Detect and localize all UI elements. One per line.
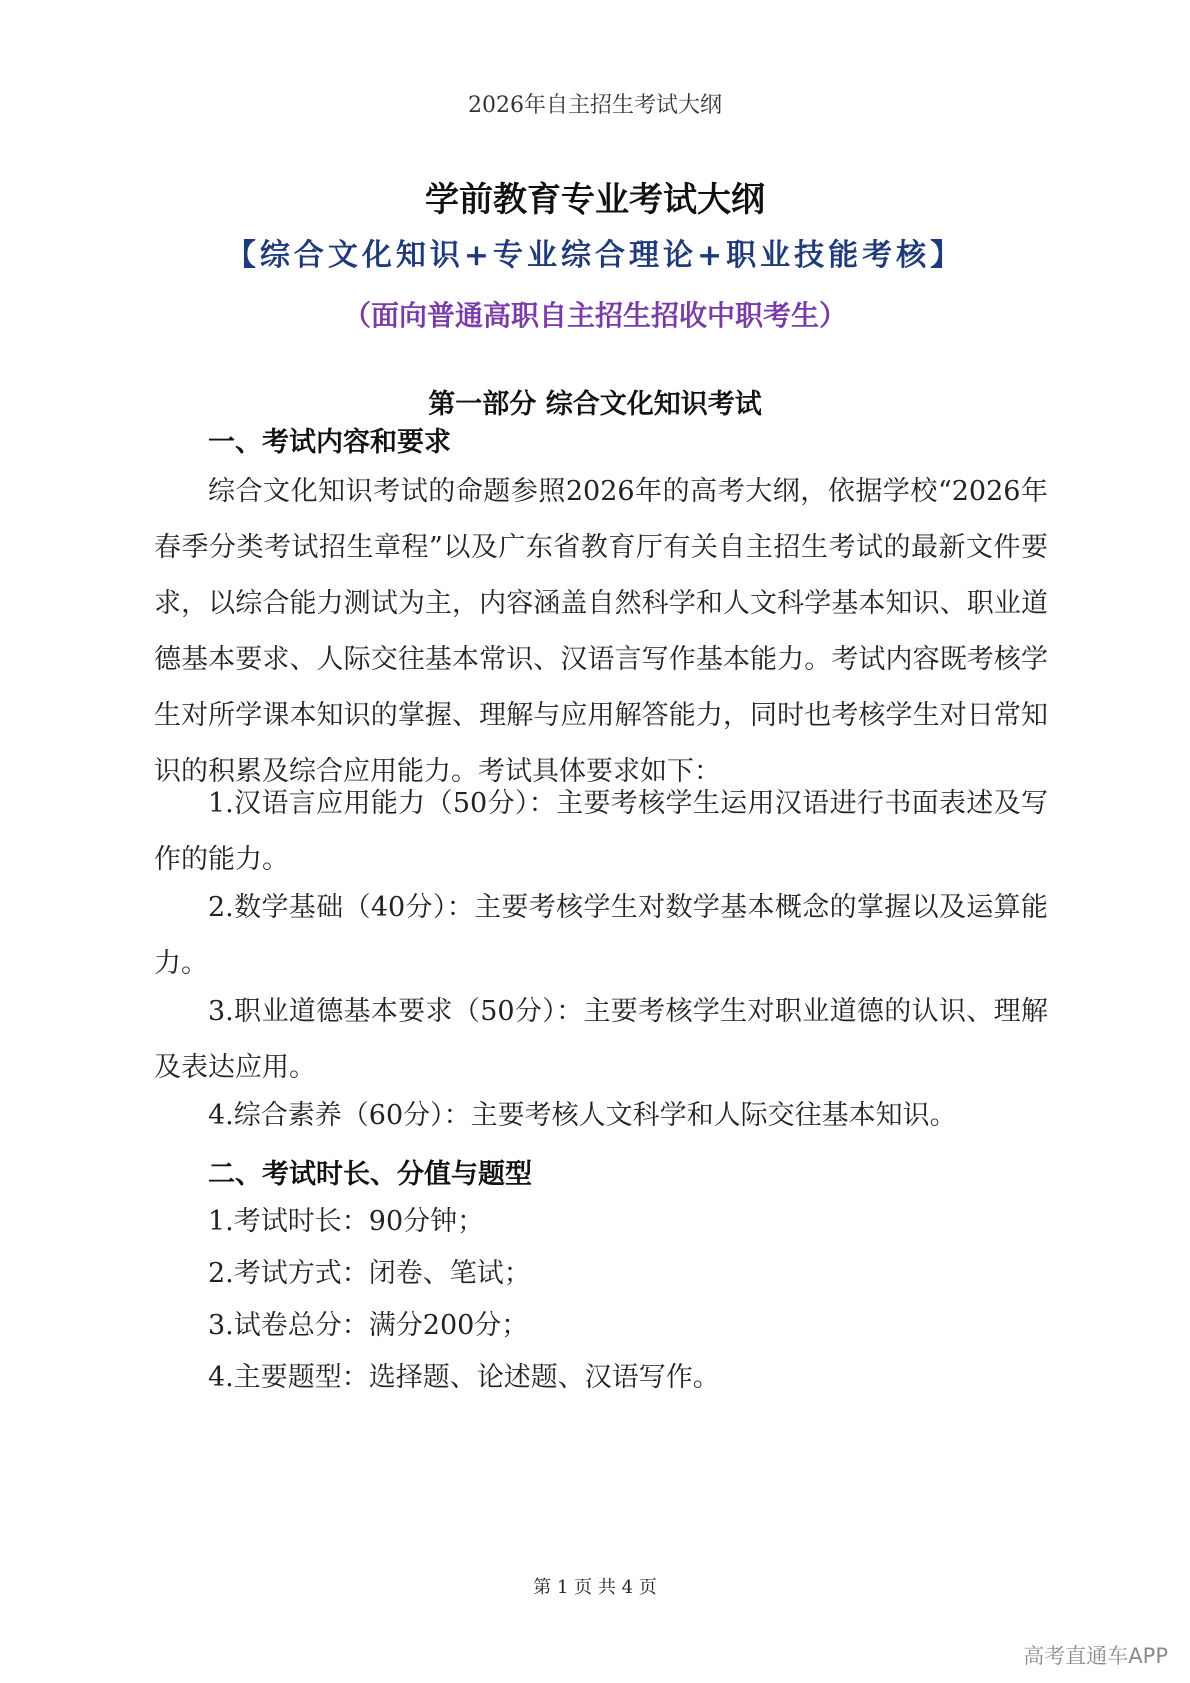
- requirement-item: 2.数学基础（40分）：主要考核学生对数学基本概念的掌握以及运算能力。: [154, 892, 1048, 979]
- requirement-item: 4.综合素养（60分）：主要考核人文科学和人际交往基本知识。: [208, 1100, 957, 1131]
- section-one-heading: 一、考试内容和要求: [208, 427, 451, 458]
- exam-info-item: 4.主要题型：选择题、论述题、汉语写作。: [208, 1362, 720, 1393]
- document-target-audience: （面向普通高职自主招生招收中职考生）: [342, 299, 847, 332]
- requirement-item: 3.职业道德基本要求（50分）：主要考核学生对职业道德的认识、理解及表达应用。: [154, 996, 1048, 1083]
- watermark: 高考直通车APP: [1023, 1644, 1168, 1668]
- exam-info-item: 3.试卷总分：满分200分；: [208, 1310, 529, 1341]
- page-footer: 第 1 页 共 4 页: [533, 1577, 657, 1598]
- exam-info-item: 2.考试方式：闭卷、笔试；: [208, 1258, 531, 1289]
- document-subtitle: 【综合文化知识+专业综合理论+职业技能考核】: [225, 238, 965, 273]
- page-header: 2026年自主招生考试大纲: [468, 93, 722, 118]
- part-one-title: 第一部分 综合文化知识考试: [428, 389, 762, 420]
- section-two-heading: 二、考试时长、分值与题型: [208, 1159, 532, 1190]
- document-title: 学前教育专业考试大纲: [425, 180, 765, 220]
- exam-info-item: 1.考试时长：90分钟；: [208, 1206, 485, 1237]
- section-one-intro: 综合文化知识考试的命题参照2026年的高考大纲，依据学校“2026年春季分类考试招生章程”以及广东省教育厅有关自主招生考试的最新文件要求，以综合能力测试为主，内容涵盖自然科学和人文科学基本知识、职业道德基本要求、人际交往基本常识、汉语言写作基本能力。考试内容既考核学生对所学课本知识的掌握、理解与应用解答能力，同时也考核学生对日常知识的积累及综合应用能力。考试具体要求如下：: [154, 476, 1048, 787]
- requirement-item: 1.汉语言应用能力（50分）：主要考核学生运用汉语进行书面表述及写作的能力。: [154, 788, 1048, 875]
